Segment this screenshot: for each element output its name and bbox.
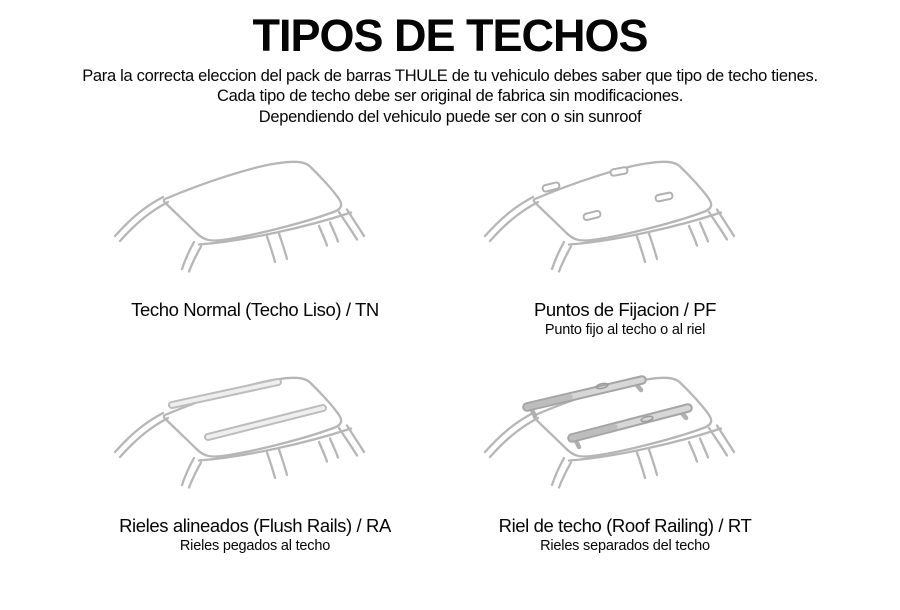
roof-type-label: Riel de techo (Roof Railing) / RT	[498, 515, 752, 537]
roof-card-pf	[440, 149, 810, 339]
roof-type-label: Techo Normal (Techo Liso) / TN	[131, 299, 379, 321]
page-title: TIPOS DE TECHOS	[252, 10, 648, 61]
raised-roof-railing-illustration	[475, 365, 775, 510]
fixpoint-roof-illustration	[475, 149, 775, 294]
roof-type-label: Puntos de Fijacion / PF	[533, 299, 717, 321]
roof-type-sublabel: Rieles pegados al techo	[179, 538, 331, 555]
roof-types-infographic	[0, 10, 900, 610]
roof-type-sublabel: Rieles separados del techo	[540, 538, 710, 555]
flush-rails-illustration	[105, 365, 405, 510]
intro-line-1: Para la correcta eleccion del pack de barras THULE de tu vehiculo debes saber que tipo de techo tienes.	[82, 66, 818, 85]
intro-line-3: Dependiendo del vehiculo puede ser con o sin sunroof	[258, 107, 642, 126]
flush-rails	[172, 382, 323, 437]
smooth-roof-illustration	[105, 149, 405, 294]
roof-type-sublabel: Punto fijo al techo o al riel	[544, 322, 706, 339]
fix-point-pads	[542, 167, 673, 221]
roof-card-tn	[70, 149, 440, 339]
roof-types-grid	[70, 149, 810, 555]
intro-paragraph	[0, 66, 900, 128]
roof-card-rt	[440, 365, 810, 555]
intro-line-2: Cada tipo de techo debe ser original de fabrica sin modificaciones.	[216, 87, 684, 106]
roof-type-label: Rieles alineados (Flush Rails) / RA	[119, 515, 391, 537]
raised-rails	[527, 380, 688, 447]
roof-card-ra	[70, 365, 440, 555]
